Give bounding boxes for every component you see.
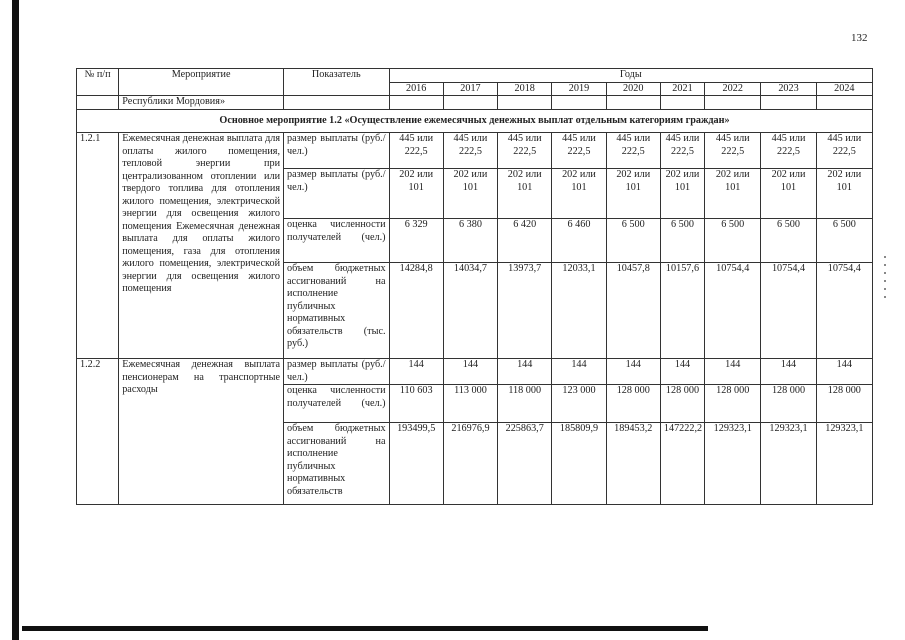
value-cell: 202 или 101: [606, 169, 660, 219]
value-cell: 445 или 222,5: [606, 133, 660, 169]
table-row: [77, 359, 873, 385]
value-cell: 128 000: [816, 385, 872, 423]
value-cell: 113 000: [443, 385, 497, 423]
value-cell: 129323,1: [816, 423, 872, 505]
value-cell: 129323,1: [761, 423, 816, 505]
value-cell: 202 или 101: [498, 169, 552, 219]
value-cell: 129323,1: [705, 423, 761, 505]
value-cell: 144: [705, 359, 761, 385]
value-cell: 144: [606, 359, 660, 385]
value-cell: 144: [443, 359, 497, 385]
value-cell: 445 или 222,5: [443, 133, 497, 169]
row-number: 1.2.2: [77, 359, 119, 505]
value-cell: 144: [389, 359, 443, 385]
event-description: Ежемесячная денежная выплата пенсионерам на транспортные расходы: [119, 359, 284, 505]
table-row: [77, 133, 873, 169]
value-cell: 144: [761, 359, 816, 385]
value-cell: 10754,4: [761, 263, 816, 359]
value-cell: 6 500: [705, 219, 761, 263]
header-years: Годы: [389, 69, 872, 83]
value-cell: 128 000: [660, 385, 704, 423]
value-cell: 144: [552, 359, 606, 385]
value-cell: 225863,7: [498, 423, 552, 505]
value-cell: 10754,4: [705, 263, 761, 359]
value-cell: 185809,9: [552, 423, 606, 505]
indicator-label: размер выплаты (руб./ чел.): [284, 169, 390, 219]
section-title: Основное мероприятие 1.2 «Осуществление ежемесячных денежных выплат отдельным категориям граждан»: [77, 109, 873, 133]
value-cell: 202 или 101: [816, 169, 872, 219]
value-cell: 202 или 101: [705, 169, 761, 219]
value-cell: 216976,9: [443, 423, 497, 505]
indicator-label: оценка численности получателей (чел.): [284, 219, 390, 263]
value-cell: 128 000: [705, 385, 761, 423]
value-cell: 118 000: [498, 385, 552, 423]
value-cell: 202 или 101: [761, 169, 816, 219]
indicator-label: объем бюджетных ассигнований на исполнение публичных нормативных обязательств: [284, 423, 390, 505]
value-cell: 6 500: [761, 219, 816, 263]
value-cell: 6 460: [552, 219, 606, 263]
scan-left-edge: [12, 0, 19, 640]
header-row: [77, 69, 873, 83]
value-cell: 6 500: [816, 219, 872, 263]
header-indicator: Показатель: [284, 69, 390, 96]
value-cell: 6 380: [443, 219, 497, 263]
value-cell: 445 или 222,5: [660, 133, 704, 169]
value-cell: 6 329: [389, 219, 443, 263]
value-cell: 13973,7: [498, 263, 552, 359]
value-cell: 445 или 222,5: [761, 133, 816, 169]
value-cell: 189453,2: [606, 423, 660, 505]
value-cell: 10457,8: [606, 263, 660, 359]
row-number: 1.2.1: [77, 133, 119, 359]
indicator-label: оценка численности получателей (чел.): [284, 385, 390, 423]
continuation-text: Республики Мордовия»: [119, 96, 284, 110]
value-cell: 6 500: [606, 219, 660, 263]
scan-bottom-edge: [22, 626, 708, 631]
continuation-row: [77, 96, 873, 110]
page-number: 132: [851, 32, 868, 44]
value-cell: 202 или 101: [660, 169, 704, 219]
value-cell: 12033,1: [552, 263, 606, 359]
header-num: № п/п: [77, 69, 119, 96]
value-cell: 10157,6: [660, 263, 704, 359]
value-cell: 445 или 222,5: [552, 133, 606, 169]
value-cell: 193499,5: [389, 423, 443, 505]
header-event: Мероприятие: [119, 69, 284, 96]
indicator-label: размер выплаты (руб./ чел.): [284, 133, 390, 169]
indicator-label: объем бюджетных ассигнований на исполнение публичных нормативных обязательств (тыс. руб.): [284, 263, 390, 359]
value-cell: 10754,4: [816, 263, 872, 359]
year-cell: 2024: [816, 82, 872, 96]
year-cell: 2019: [552, 82, 606, 96]
value-cell: 128 000: [606, 385, 660, 423]
program-table: [76, 68, 873, 505]
year-cell: 2021: [660, 82, 704, 96]
year-cell: 2023: [761, 82, 816, 96]
value-cell: 110 603: [389, 385, 443, 423]
value-cell: 445 или 222,5: [389, 133, 443, 169]
value-cell: 445 или 222,5: [705, 133, 761, 169]
value-cell: 6 500: [660, 219, 704, 263]
event-description: Ежемесячная денежная выплата для оплаты жилого помещения, тепловой энергии при централизованном отоплении или твердого топлива для отопления жилого помещения, электрической энергии для освещения жилого помещения Ежемесячная денежная выплата для оплаты жилого помещения, газа для отопления жилого помещения, электрической энергии для освещения жилого помещения: [119, 133, 284, 359]
value-cell: 445 или 222,5: [498, 133, 552, 169]
value-cell: 6 420: [498, 219, 552, 263]
year-cell: 2016: [389, 82, 443, 96]
value-cell: 14284,8: [389, 263, 443, 359]
value-cell: 144: [816, 359, 872, 385]
year-cell: 2018: [498, 82, 552, 96]
value-cell: 202 или 101: [389, 169, 443, 219]
section-row: [77, 109, 873, 133]
value-cell: 202 или 101: [443, 169, 497, 219]
value-cell: 128 000: [761, 385, 816, 423]
value-cell: 202 или 101: [552, 169, 606, 219]
year-cell: 2022: [705, 82, 761, 96]
indicator-label: размер выплаты (руб./ чел.): [284, 359, 390, 385]
value-cell: 144: [660, 359, 704, 385]
value-cell: 123 000: [552, 385, 606, 423]
year-cell: 2020: [606, 82, 660, 96]
value-cell: 147222,2: [660, 423, 704, 505]
value-cell: 445 или 222,5: [816, 133, 872, 169]
year-cell: 2017: [443, 82, 497, 96]
value-cell: 144: [498, 359, 552, 385]
value-cell: 14034,7: [443, 263, 497, 359]
scan-noise: [876, 250, 896, 380]
